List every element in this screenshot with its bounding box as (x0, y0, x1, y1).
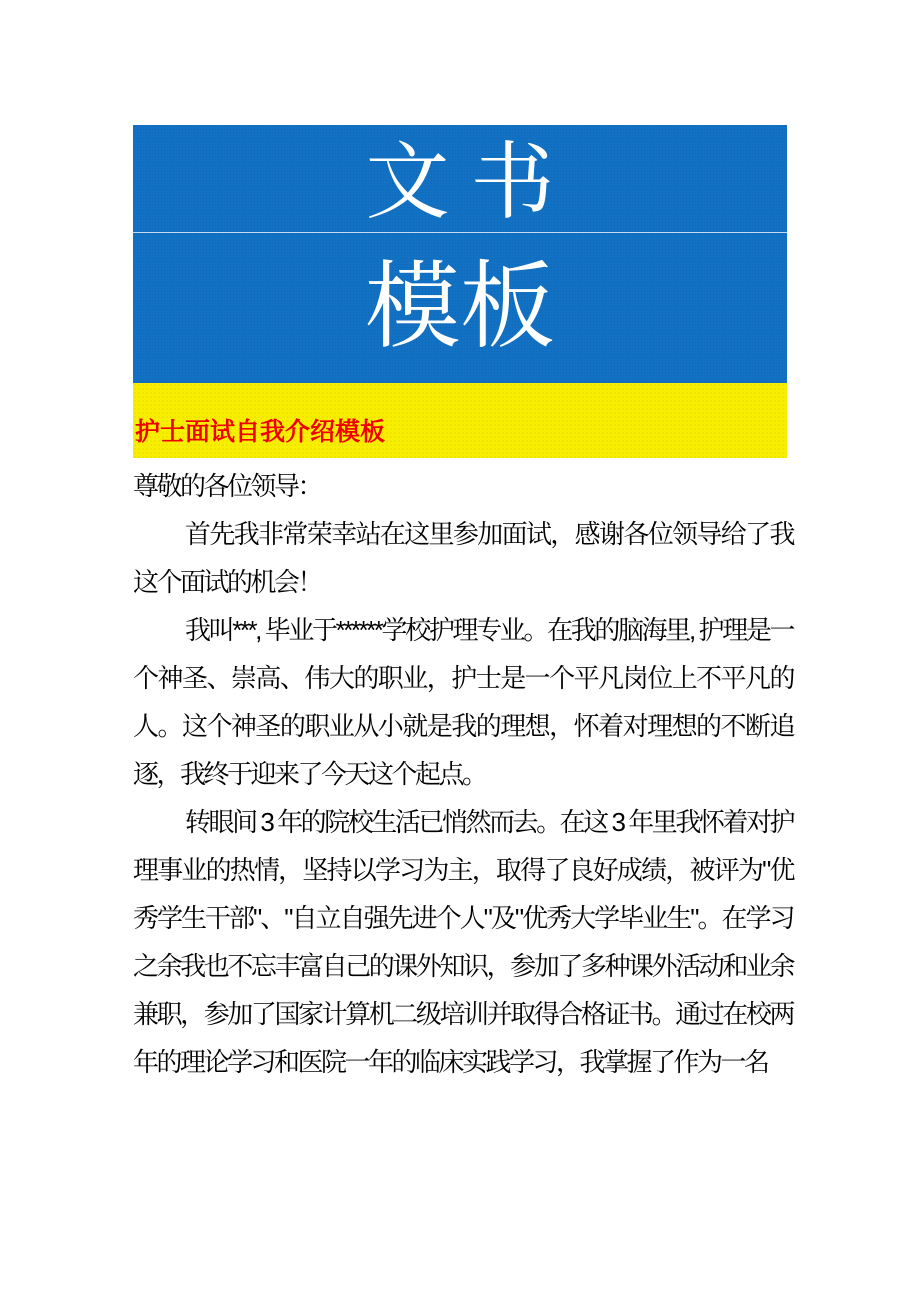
salutation-line: 尊敬的各位领导： (133, 471, 322, 501)
document-body (133, 462, 793, 1086)
cover-header (133, 125, 787, 383)
cover-title-line1: 文 书 (133, 125, 787, 233)
paragraph-2: 我叫***, 毕业于******学校护理专业。在我的脑海里, 护理是一个神圣、崇高、伟大的职业，护士是一个平凡岗位上不平凡的人。这个神圣的职业从小就是我的理想，怀着对理想的不断追逐，我终于迎来了今天这个起点。 (133, 615, 793, 789)
paragraph-3: 转眼间 3 年的院校生活已悄然而去。在这 3 年里我怀着对护理事业的热情，坚持以学习为主，取得了良好成绩，被评为"优秀学生干部"、"自立自强先进个人"及"优秀大学毕业生"。在学习之余我也不忘丰富自己的课外知识，参加了多种课外活动和业余兼职，参加了国家计算机二级培训并取得合格证书。通过在校两年的理论学习和医院一年的临床实践学习，我掌握了作为一名 (133, 807, 793, 1077)
title-banner (133, 383, 787, 458)
cover-title-line2: 模板 (364, 254, 555, 360)
paragraph-1: 首先我非常荣幸站在这里参加面试，感谢各位领导给了我这个面试的机会！ (133, 519, 793, 597)
document-title: 护士面试自我介绍模板 (135, 418, 386, 446)
